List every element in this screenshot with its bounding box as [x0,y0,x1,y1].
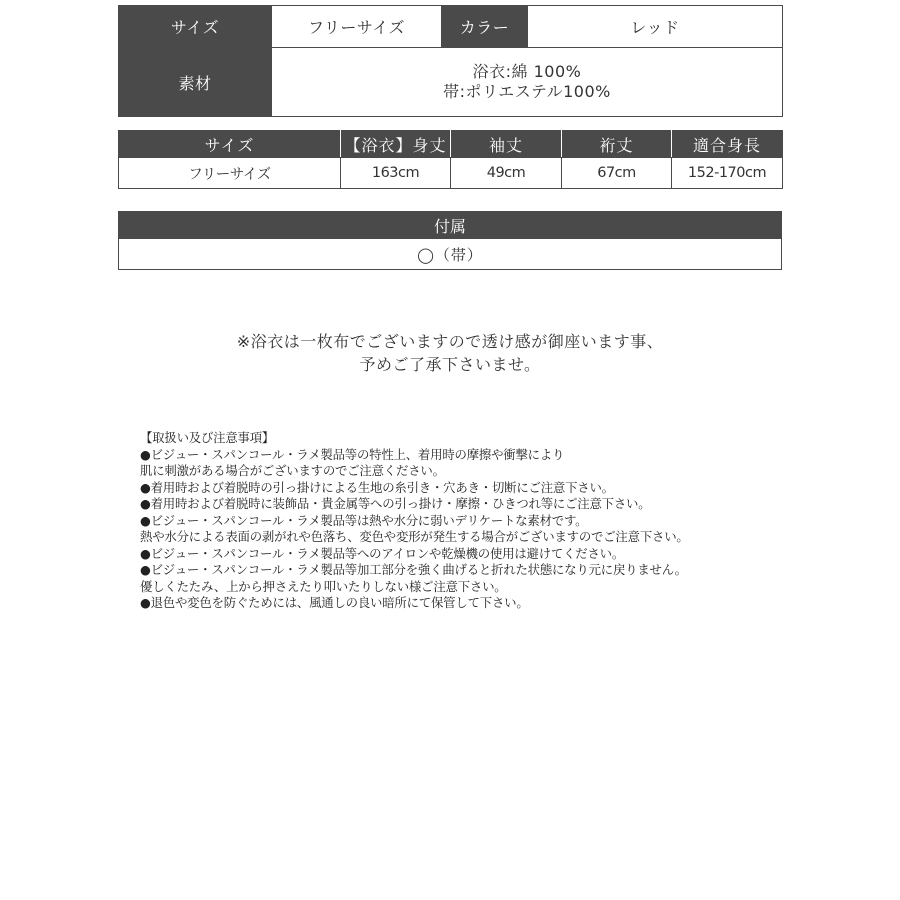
accessory-value-row [119,239,782,270]
accessory-value: ◯（帯） [119,239,782,270]
cell-yuki-length: 67cm [562,158,672,189]
accessory-header: 付属 [119,212,782,239]
color-value: レッド [528,6,783,48]
material-line-yukata: 浴衣:綿 100% [472,62,582,81]
notice-line: ※浴衣は一枚布でございますので透け感が御座います事、 [236,332,664,351]
care-heading: 【取扱い及び注意事項】 [140,430,275,445]
accessory-header-row [119,212,782,239]
care-line: ●ビジュー・スパンコール・ラメ製品等加工部分を強く曲げると折れた状態になり元に戻りません。 [140,562,687,577]
header-sleeve-length: 袖丈 [451,131,562,158]
see-through-notice [0,330,900,376]
care-instructions [140,430,800,612]
spec-table [118,5,783,117]
care-line: ●ビジュー・スパンコール・ラメ製品等へのアイロンや乾燥機の使用は避けてください。 [140,545,625,561]
material-line-obi: 帯:ポリエステル100% [443,82,611,101]
accessory-table [118,211,782,270]
header-length: 【浴衣】身丈 [341,131,451,158]
cell-fit-height: 152-170cm [672,158,783,189]
color-label: カラー [442,6,528,48]
size-table [118,130,783,189]
header-yuki-length: 裄丈 [562,131,672,158]
size-table-header [119,131,783,158]
care-line: ●着用時および着脱時に装飾品・貴金属等への引っ掛け・摩擦・ひきつれ等にご注意下さい。 [140,496,651,511]
cell-length: 163cm [341,158,451,189]
spec-row-material [119,48,783,117]
size-value: フリーサイズ [272,6,442,48]
care-line: ●着用時および着脱時の引っ掛けによる生地の糸引き・穴あき・切断にご注意下さい。 [140,479,614,495]
size-label: サイズ [119,6,272,48]
header-fit-height: 適合身長 [672,131,783,158]
care-line: ●退色や変色を防ぐためには、風通しの良い暗所にて保管して下さい。 [140,595,529,610]
spec-row-size-color [119,6,783,48]
care-line: 優しくたたみ、上から押さえたり叩いたりしない様ご注意下さい。 [140,578,507,594]
header-size: サイズ [119,131,341,158]
material-label: 素材 [119,48,272,117]
care-line: 肌に刺激がある場合がございますのでご注意ください。 [140,463,445,478]
care-line: 熱や水分による表面の剥がれや色落ち、変色や変形が発生する場合がございますのでご注意下さい。 [140,529,689,544]
cell-size: フリーサイズ [119,158,341,189]
size-table-row [119,158,783,189]
care-line: ●ビジュー・スパンコール・ラメ製品等は熱や水分に弱いデリケートな素材です。 [140,512,588,528]
material-value [272,48,783,117]
cell-sleeve-length: 49cm [451,158,562,189]
notice-line: 予めご了承下さいませ。 [359,355,541,374]
care-line: ●ビジュー・スパンコール・ラメ製品等の特性上、着用時の摩擦や衝撃により [140,446,565,462]
